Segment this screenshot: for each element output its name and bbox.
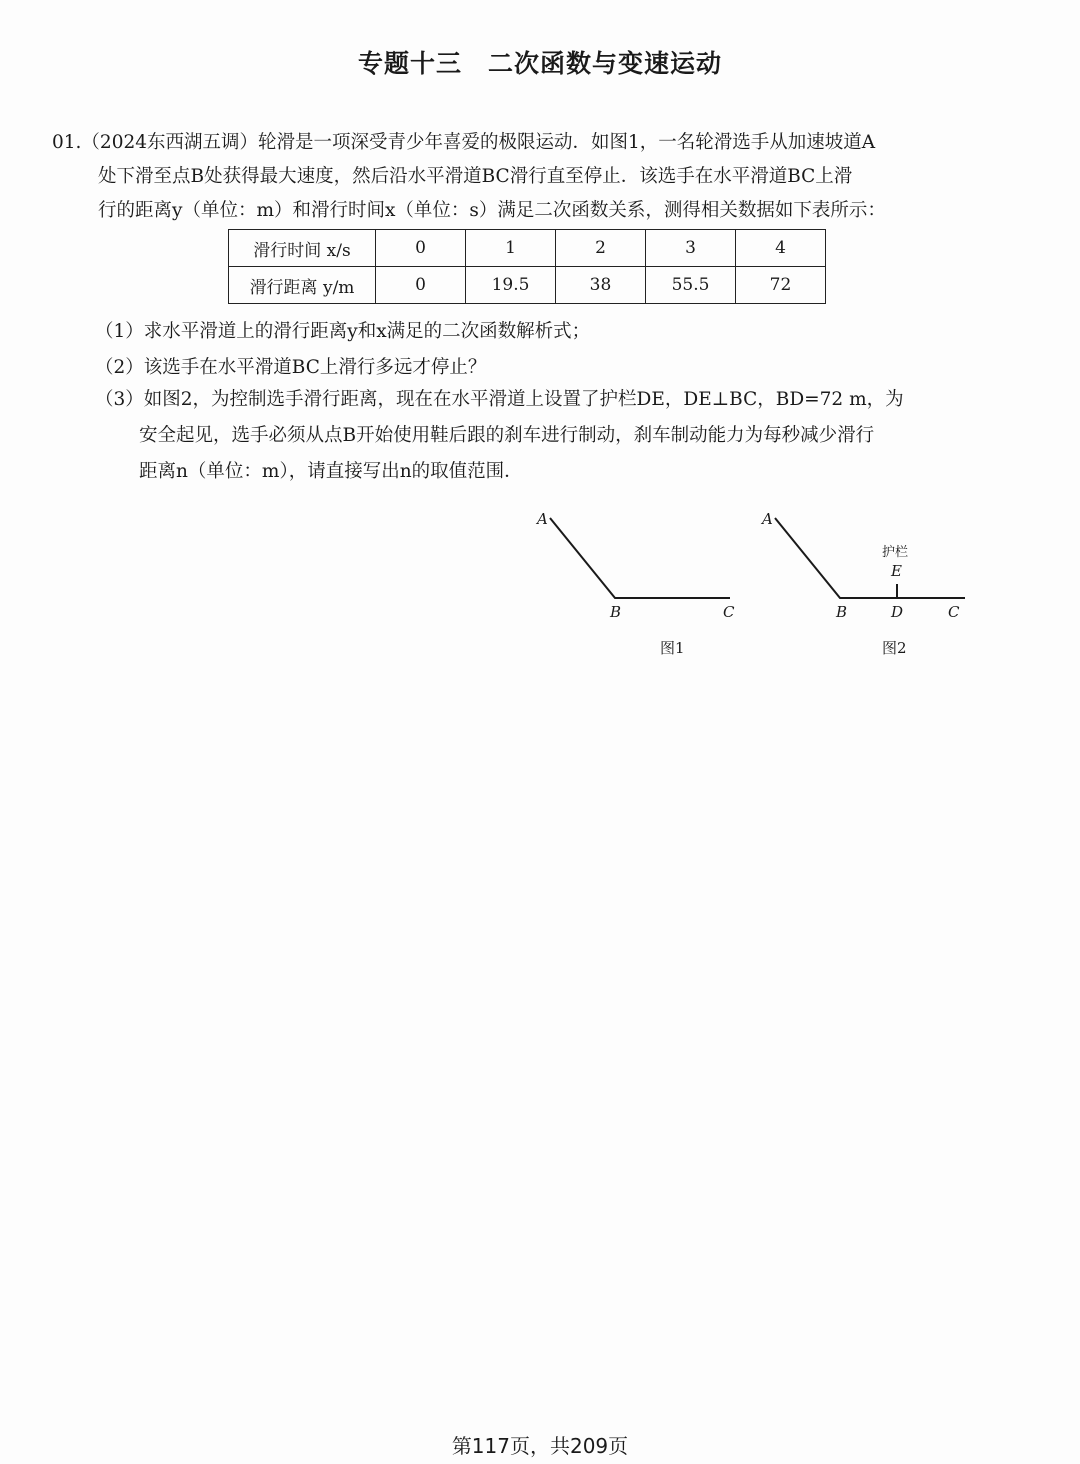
fig1-track [550, 518, 730, 598]
fig2-label-d: D [891, 603, 904, 621]
question-3 [95, 382, 1015, 490]
table-cell: 2 [556, 230, 646, 267]
table-row-distance [229, 267, 826, 304]
fig2-label-b: B [836, 603, 848, 621]
problem-intro [52, 126, 1012, 228]
question-label: （3） [95, 389, 144, 410]
table-cell: 4 [736, 230, 826, 267]
question-text: 求水平滑道上的滑行距离y和x满足的二次函数解析式； [143, 321, 591, 342]
figure-1 [535, 510, 735, 657]
table-cell: 55.5 [646, 267, 736, 304]
fig2-barrier-label: 护栏 [882, 545, 909, 560]
question-2 [95, 350, 1015, 386]
problem-number: 01. [52, 132, 82, 153]
fig2-label-a: A [762, 510, 773, 528]
fig1-label-a: A [537, 510, 548, 528]
question-label: （2） [95, 357, 144, 378]
problem-source: （2024东西湖五调） [81, 132, 259, 153]
row-header-distance: 滑行距离 y/m [229, 267, 376, 304]
table-cell: 3 [646, 230, 736, 267]
table-cell: 38 [556, 267, 646, 304]
fig1-caption: 图1 [660, 639, 685, 657]
row-header-time: 滑行时间 x/s [229, 230, 376, 267]
data-table [228, 229, 826, 304]
figure-2 [760, 510, 965, 657]
table-row-time [229, 230, 826, 267]
question-label: （1） [95, 321, 144, 342]
fig2-caption: 图2 [882, 639, 907, 657]
question-text: 距离n（单位：m），请直接写出n的取值范围． [139, 461, 523, 482]
fig1-label-c: C [723, 603, 735, 621]
intro-line-2: 处下滑至点B处获得最大速度，然后沿水平滑道BC滑行直至停止．该选手在水平滑道BC上滑 [98, 166, 853, 187]
table-cell: 19.5 [466, 267, 556, 304]
question-text: 安全起见，选手必须从点B开始使用鞋后跟的刹车进行制动，刹车制动能力为每秒减少滑行 [139, 425, 875, 446]
question-text: 该选手在水平滑道BC上滑行多远才停止？ [143, 357, 487, 378]
intro-line-3: 行的距离y（单位：m）和滑行时间x（单位：s）满足二次函数关系，测得相关数据如下表所示： [98, 200, 886, 221]
table-cell: 72 [736, 267, 826, 304]
page-footer: 第117页，共209页 [451, 1434, 629, 1458]
fig2-label-e: E [891, 562, 902, 580]
intro-line-1: 01.（2024东西湖五调）轮滑是一项深受青少年喜爱的极限运动．如图1，一名轮滑选手从加速坡道A [52, 132, 876, 153]
table-cell: 1 [466, 230, 556, 267]
fig2-label-c: C [948, 603, 960, 621]
page-title: 专题十三 二次函数与变速运动 [357, 49, 722, 78]
table-cell: 0 [376, 230, 466, 267]
table-cell: 0 [376, 267, 466, 304]
figures [520, 500, 980, 670]
question-1 [95, 314, 1015, 350]
question-text: 如图2，为控制选手滑行距离，现在在水平滑道上设置了护栏DE，DE⊥BC，BD=72 m，为 [143, 389, 904, 410]
fig1-label-b: B [610, 603, 622, 621]
fig2-track [775, 518, 965, 598]
